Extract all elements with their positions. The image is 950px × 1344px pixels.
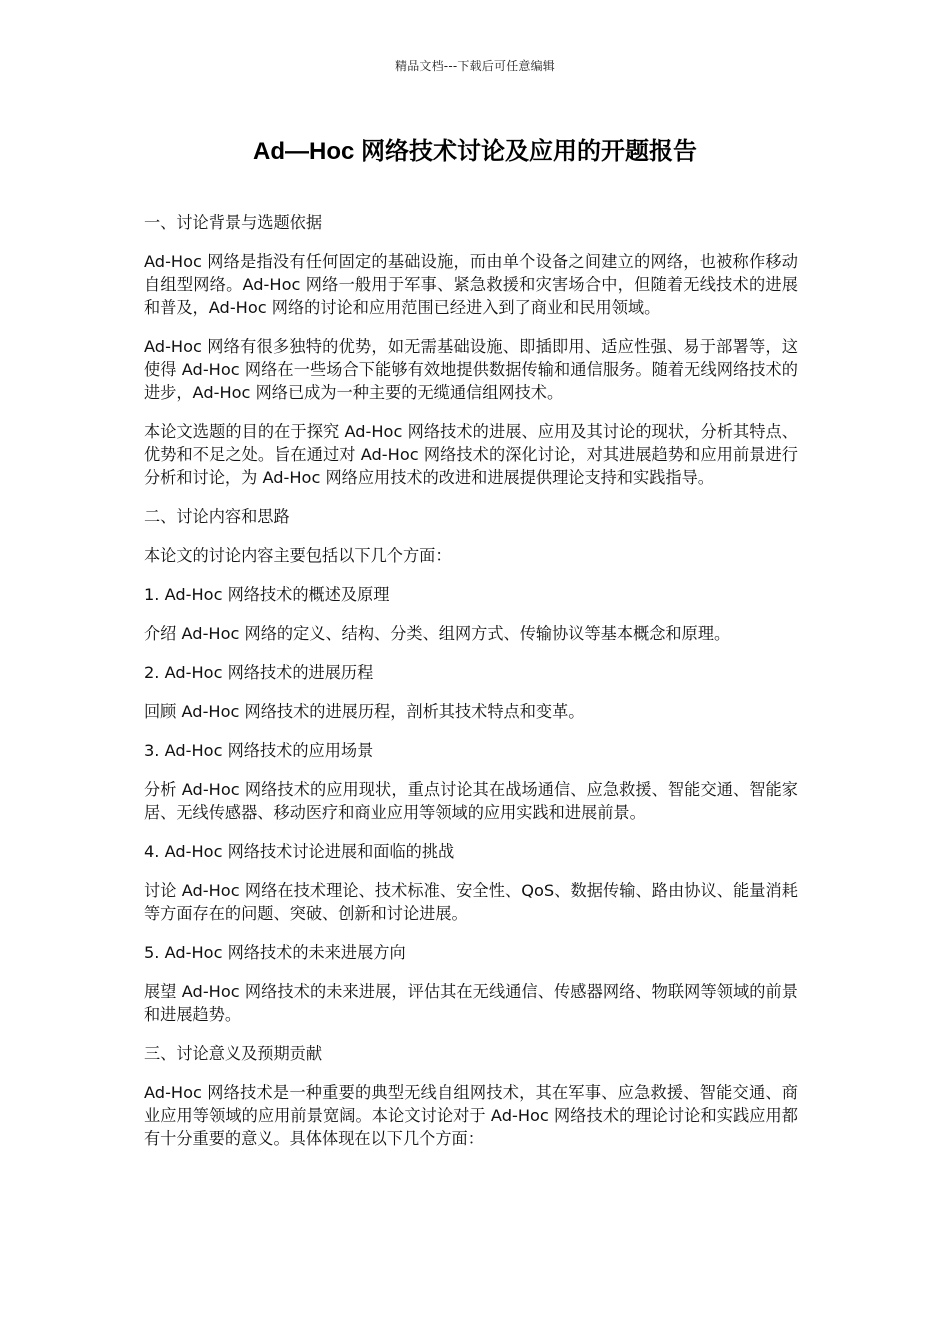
paragraph-background-2: Ad-Hoc 网络有很多独特的优势，如无需基础设施、即插即用、适应性强、易于部署等，这使得 Ad-Hoc 网络在一些场合下能够有效地提供数据传输和通信服务。随着无线网络技术的进步，Ad-Hoc 网络已成为一种主要的无缆通信组网技术。 [144, 337, 798, 402]
list-item-title-2: 2. Ad-Hoc 网络技术的进展历程 [144, 663, 374, 682]
list-item-desc-3: 分析 Ad-Hoc 网络技术的应用现状，重点讨论其在战场通信、应急救援、智能交通、智能家居、无线传感器、移动医疗和商业应用等领域的应用实践和进展前景。 [144, 780, 798, 822]
section-heading-content: 二、讨论内容和思路 [144, 507, 290, 526]
paragraph-background-1: Ad-Hoc 网络是指没有任何固定的基础设施，而由单个设备之间建立的网络，也被称作移动自组型网络。Ad-Hoc 网络一般用于军事、紧急救援和灾害场合中，但随着无线技术的进展和普及，Ad-Hoc 网络的讨论和应用范围已经进入到了商业和民用领域。 [144, 252, 798, 317]
list-item-desc-5: 展望 Ad-Hoc 网络技术的未来进展，评估其在无线通信、传感器网络、物联网等领域的前景和进展趋势。 [144, 982, 798, 1024]
list-item-title-5: 5. Ad-Hoc 网络技术的未来进展方向 [144, 943, 406, 962]
document-body [144, 211, 798, 1166]
section-heading-background: 一、讨论背景与选题依据 [144, 213, 323, 232]
list-item-title-3: 3. Ad-Hoc 网络技术的应用场景 [144, 741, 374, 760]
paragraph-significance-1: Ad-Hoc 网络技术是一种重要的典型无线自组网技术，其在军事、应急救援、智能交通、商业应用等领域的应用前景宽阔。本论文讨论对于 Ad-Hoc 网络技术的理论讨论和实践应用都有十分重要的意义。具体体现在以下几个方面： [144, 1083, 798, 1148]
list-item-desc-4: 讨论 Ad-Hoc 网络在技术理论、技术标准、安全性、QoS、数据传输、路由协议、能量消耗等方面存在的问题、突破、创新和讨论进展。 [144, 881, 798, 923]
list-item-desc-1: 介绍 Ad-Hoc 网络的定义、结构、分类、组网方式、传输协议等基本概念和原理。 [144, 624, 731, 643]
paragraph-background-3: 本论文选题的目的在于探究 Ad-Hoc 网络技术的进展、应用及其讨论的现状，分析其特点、优势和不足之处。旨在通过对 Ad-Hoc 网络技术的深化讨论，对其进展趋势和应用前景进行分析和讨论，为 Ad-Hoc 网络应用技术的改进和进展提供理论支持和实践指导。 [144, 422, 798, 487]
page-header: 精品文档---下载后可任意编辑 [395, 59, 555, 73]
list-item-title-1: 1. Ad-Hoc 网络技术的概述及原理 [144, 585, 390, 604]
list-item-desc-2: 回顾 Ad-Hoc 网络技术的进展历程，剖析其技术特点和变革。 [144, 702, 585, 721]
paragraph-content-intro: 本论文的讨论内容主要包括以下几个方面： [144, 546, 452, 565]
document-title: Ad—Hoc 网络技术讨论及应用的开题报告 [253, 138, 697, 165]
list-item-title-4: 4. Ad-Hoc 网络技术讨论进展和面临的挑战 [144, 842, 455, 861]
section-heading-significance: 三、讨论意义及预期贡献 [144, 1044, 323, 1063]
